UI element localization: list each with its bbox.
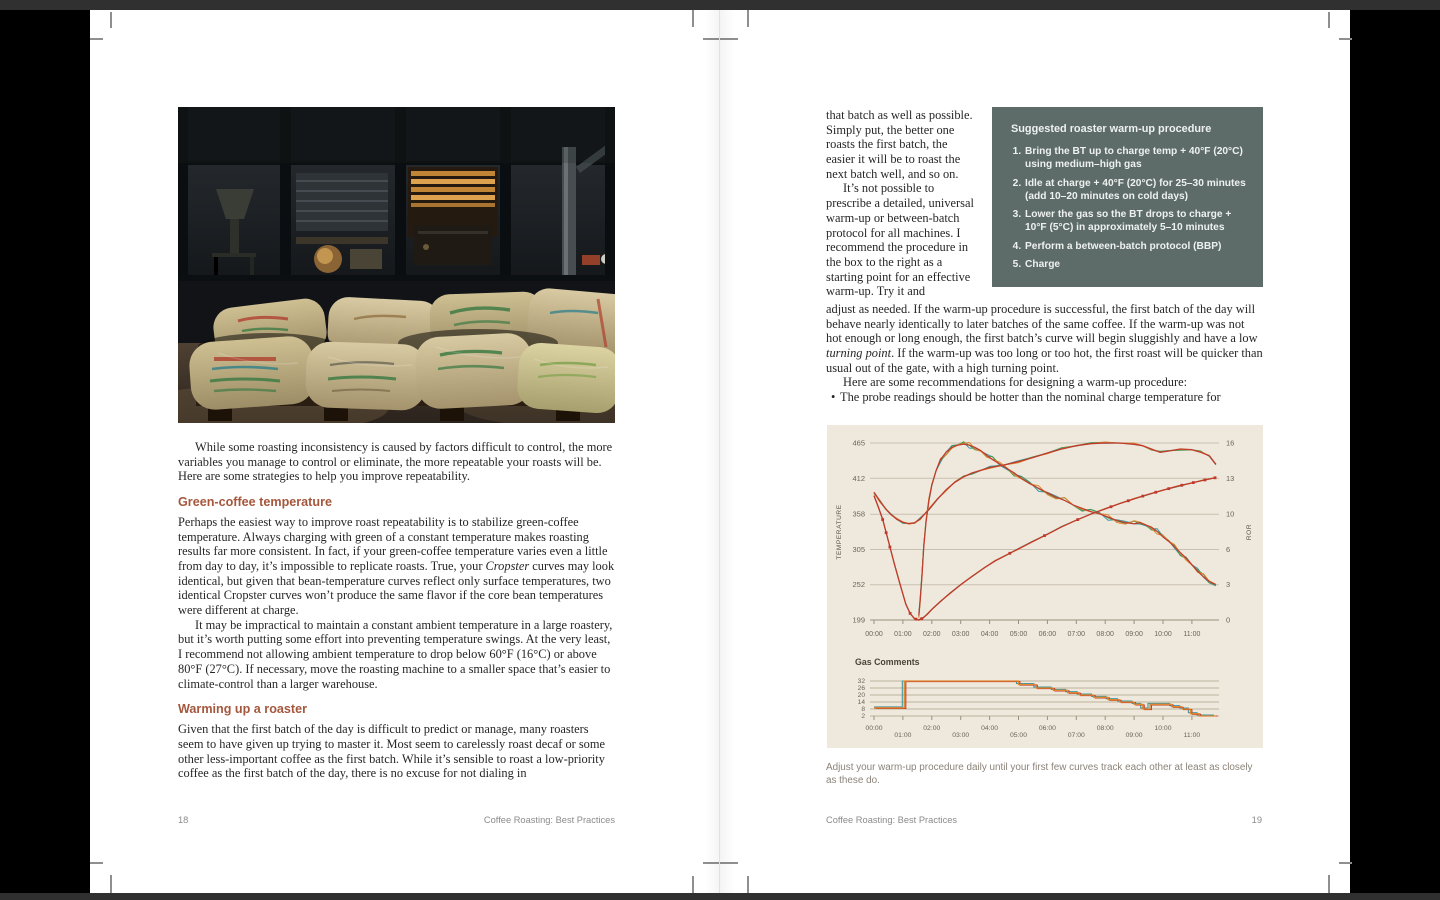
svg-text:03:00: 03:00 [952,732,970,739]
procedure-step: 3. Lower the gas so the BT drops to charge + 10°F (5°C) in approximately 5–10 minutes [1024,208,1248,235]
svg-text:10:00: 10:00 [1154,725,1172,732]
running-footer-title: Coffee Roasting: Best Practices [483,815,615,825]
procedure-step: 5. Charge [1024,258,1248,271]
warm-up-procedure-box [992,107,1263,287]
svg-text:01:00: 01:00 [894,732,912,739]
svg-text:TEMPERATURE: TEMPERATURE [836,504,843,560]
screen-edge-left [0,0,90,900]
svg-text:05:00: 05:00 [1009,732,1028,739]
right-page-footer [826,815,1262,825]
svg-text:32: 32 [857,678,865,686]
svg-text:2: 2 [861,713,865,721]
svg-text:07:00: 07:00 [1067,732,1085,739]
svg-text:0: 0 [1226,615,1231,625]
body-paragraph: Here are some recommendations for designing a warm-up procedure: [843,375,1188,390]
gas-comments-chart [827,673,1263,748]
svg-text:ROR: ROR [1246,523,1253,541]
svg-text:199: 199 [852,615,865,625]
svg-text:20: 20 [857,692,865,700]
press-sheet-edge-top [0,0,1440,10]
procedure-step: 2. Idle at charge + 40°F (20°C) for 25–30 minutes (add 10–20 minutes on cold days) [1024,177,1248,204]
svg-text:305: 305 [852,544,865,554]
press-sheet-edge-bottom [0,893,1440,900]
procedure-step: 1. Bring the BT up to charge temp + 40°F (20°C) using medium–high gas [1024,145,1248,172]
bullet-item [826,390,1263,405]
svg-text:00:00: 00:00 [865,725,883,732]
svg-text:10:00: 10:00 [1154,631,1172,638]
procedure-step: 4. Perform a between-batch protocol (BBP) [1024,240,1248,253]
body-paragraph: It’s not possible to prescribe a detailed, universal warm-up or between-batch protocol for all machines. I recommend the procedure in the box to the right as a starting point for an effective warm-up. Try it and [826,181,974,299]
figure-caption: Adjust your warm-up procedure daily until your first few curves track each other at least as closely as these do. [826,762,1253,787]
svg-text:13: 13 [1226,473,1235,483]
svg-text:04:00: 04:00 [980,631,999,638]
left-page-footer [178,815,615,825]
svg-text:6: 6 [1226,544,1231,554]
screen-edge-right [1350,0,1440,900]
procedure-step-list [1007,145,1248,271]
bullet-icon: • [831,390,836,405]
svg-text:02:00: 02:00 [923,631,941,638]
svg-text:03:00: 03:00 [951,631,970,638]
body-paragraph: It may be impractical to maintain a constant ambient temperature in a large roastery, but it’s worth putting some effort into preventing temperature swings. At the very least, I recommend not allowing ambient temperature to drop below 60°F (16°C) or above 80°F (27°C). If necessary, move the roasting machine to a smaller space that’s easier to climate-control than a larger warehouse. [178,617,613,691]
svg-text:11:00: 11:00 [1183,631,1201,638]
section-heading-warming-up: Warming up a roaster [178,702,307,717]
svg-text:465: 465 [852,438,865,448]
svg-text:06:00: 06:00 [1038,631,1057,638]
roast-curves-figure [827,425,1263,748]
page-fold-shade [705,10,735,893]
svg-text:14: 14 [857,699,865,707]
page-number: 19 [1251,815,1262,825]
body-paragraph: adjust as needed. If the warm-up procedure is successful, the first batch of the day will behave nearly identically to later batches of the same coffee. If the warm-up was not hot enough or long enough, the first batch’s curve will begin sluggishly and have a low turning point. If the warm-up was too long or too hot, the first roast will be quicker than usual out of the gate, with a high turning point. [826,302,1263,375]
body-paragraph: Given that the first batch of the day is difficult to predict or manage, many roasters seem to have given up trying to master it. Most seem to carelessly roast decaf or some other less-important coffee as the first batch. While it’s sensible to roast a low-priority coffee as the first batch of the day, there is no excuse for not dialing in [178,722,606,781]
bullet-text: The probe readings should be hotter than the nominal charge temperature for [840,390,1221,405]
roast-curves-chart [827,425,1263,650]
running-footer-title: Coffee Roasting: Best Practices [826,815,958,825]
svg-text:08:00: 08:00 [1096,725,1114,732]
svg-text:16: 16 [1226,438,1235,448]
body-paragraph: Perhaps the easiest way to improve roast repeatability is to stabilize green-coffee temperature. Always charging with green of a constant temperature makes roasting results far more consistent. In fact, if your green-coffee temperature varies even a little from day to day, it’s impossible to replicate roasts. True, your Cropster curves may look identical, but given that bean-temperature curves reflect only surface temperatures, two identical Cropster curves won’t produce the same flavor if the core bean temperatures were different at charge. [178,514,615,618]
page-number: 18 [178,815,189,825]
svg-text:09:00: 09:00 [1125,732,1143,739]
svg-text:252: 252 [852,580,865,590]
svg-text:04:00: 04:00 [981,725,999,732]
svg-text:06:00: 06:00 [1038,725,1056,732]
svg-text:00:00: 00:00 [865,631,883,638]
page-fold-line [719,10,720,893]
svg-text:09:00: 09:00 [1125,631,1143,638]
svg-text:412: 412 [852,473,865,483]
left-page-text-column [178,440,615,781]
svg-text:05:00: 05:00 [1009,631,1028,638]
svg-text:11:00: 11:00 [1183,732,1201,739]
svg-text:8: 8 [861,706,865,714]
svg-text:02:00: 02:00 [923,725,941,732]
svg-text:26: 26 [857,685,865,693]
body-paragraph: While some roasting inconsistency is caused by factors difficult to control, the more variables you manage to control or eliminate, the more repeatable your roasts will be. Here are some strategies to help you improve repeatability. [178,440,613,484]
coffee-sacks-front-row [188,329,615,414]
book-spread [90,10,1350,893]
roastery-photo-graphic [178,107,615,423]
gas-comments-label: Gas Comments [855,657,920,667]
svg-text:10: 10 [1226,509,1235,519]
svg-text:08:00: 08:00 [1096,631,1114,638]
svg-text:3: 3 [1226,580,1231,590]
roastery-photo [178,107,615,423]
procedure-box-title: Suggested roaster warm-up procedure [1011,123,1212,135]
svg-text:07:00: 07:00 [1067,631,1086,638]
section-heading-green-coffee: Green-coffee temperature [178,495,332,510]
right-page-text-column [826,302,1263,405]
svg-text:01:00: 01:00 [894,631,912,638]
body-paragraph: that batch as well as possible. Simply put, the better one roasts the first batch, the easier it will be to roast the next batch well, and so on. [826,108,973,181]
right-page-narrow-column [826,108,978,299]
svg-text:358: 358 [852,509,865,519]
